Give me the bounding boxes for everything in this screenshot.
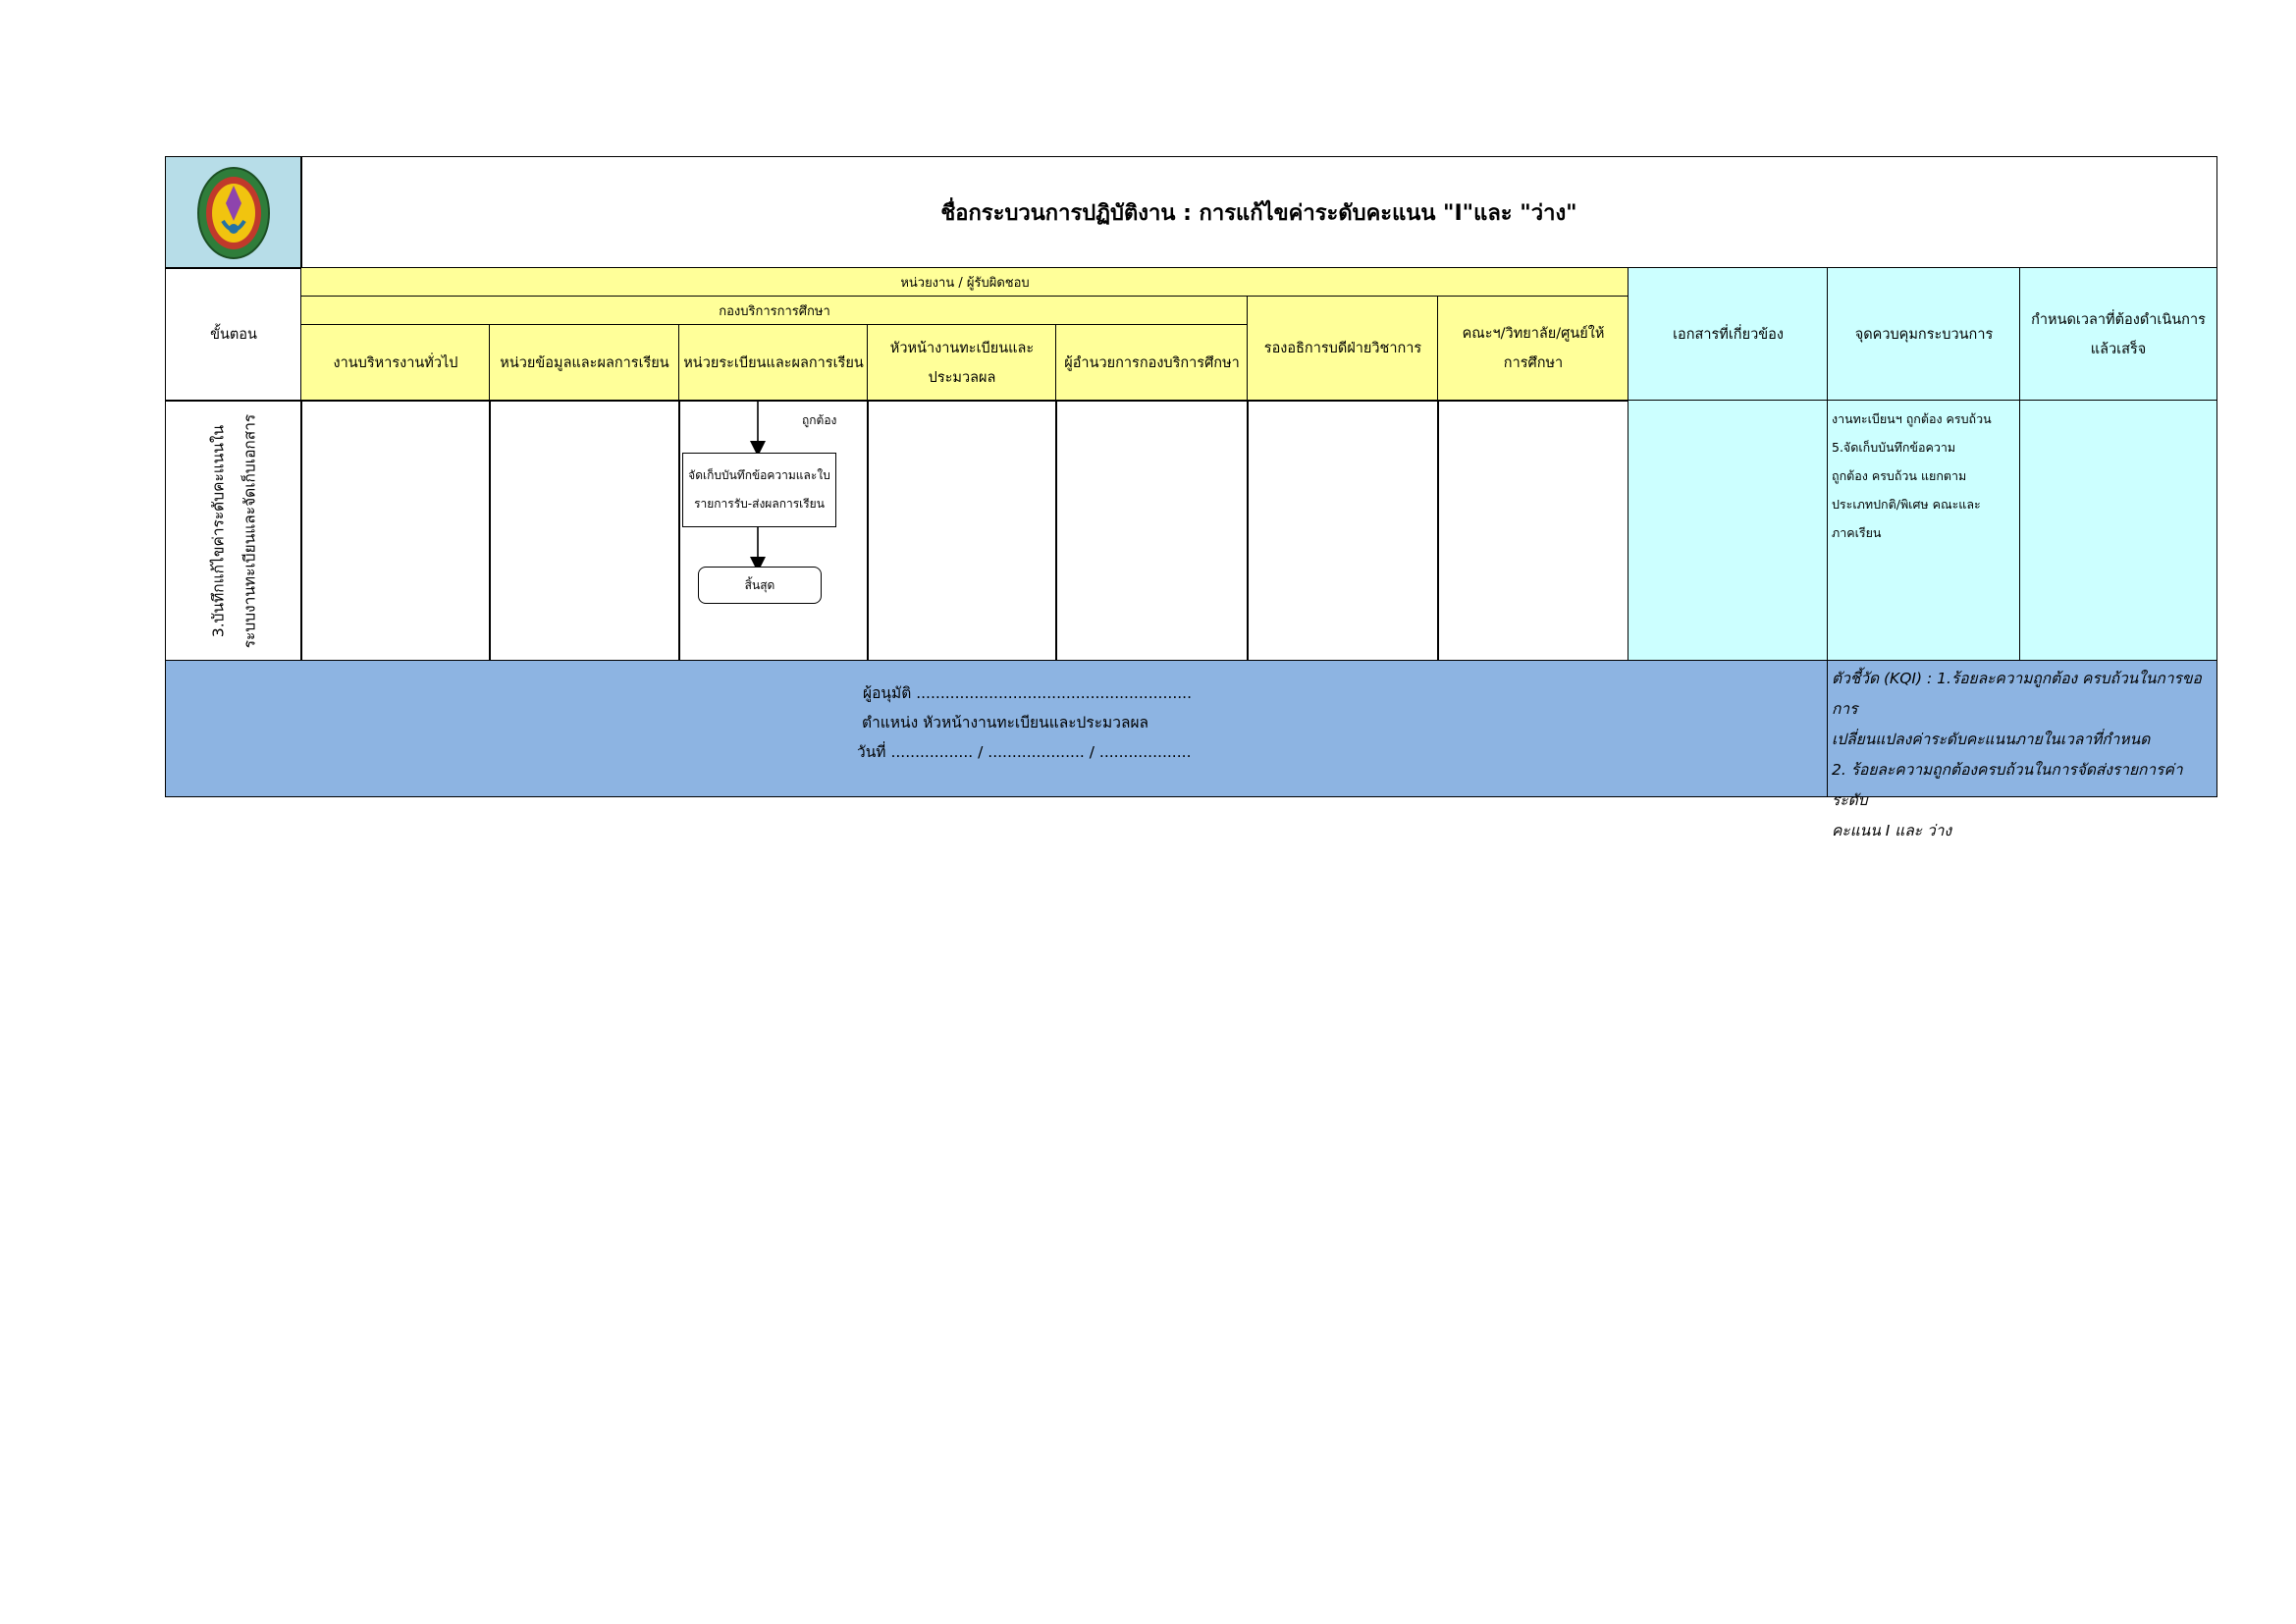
approver-line: ผู้อนุมัติ ......................................................... — [863, 684, 1193, 702]
step-label: 3.บันทึกแก้ไขค่าระดับคะแนนใน ระบบงานทะเบียนและจัดเก็บเอกสาร — [209, 413, 258, 648]
col-header-data: หน่วยข้อมูลและผลการเรียน — [489, 324, 680, 402]
col-header-vp: รองอธิการบดีฝ่ายวิชาการ — [1247, 296, 1439, 402]
col-header-deadline: กำหนดเวลาที่ต้องดำเนินการ แล้วเสร็จ — [2019, 267, 2217, 402]
col-header-docs: เอกสารที่เกี่ยวข้อง — [1628, 267, 1829, 402]
kpi-line: คะแนน I และ ว่าง — [1832, 822, 1952, 839]
col-header-general: งานบริหารงานทั่วไป — [300, 324, 491, 402]
lane-data — [489, 400, 680, 662]
control-cell — [1827, 400, 2021, 662]
university-seal-icon — [195, 164, 272, 262]
control-note: งานทะเบียนฯ ถูกต้อง ครบถ้วน — [1832, 411, 1992, 426]
page-title: ชื่อกระบวนการปฏิบัติงาน : การแก้ไขค่าระดับคะแนน "I"และ "ว่าง" — [940, 201, 1577, 226]
kpi-line: เปลี่ยนแปลงค่าระดับคะแนนภายในเวลาที่กำหนด — [1832, 731, 2151, 748]
deadline-cell — [2019, 400, 2217, 662]
control-note: ถูกต้อง ครบถ้วน แยกตาม — [1832, 468, 1967, 483]
control-note: 5.จัดเก็บบันทึกข้อความ — [1832, 440, 1956, 455]
lane-vp — [1247, 400, 1439, 662]
col-header-director: ผู้อำนวยการกองบริการศึกษา — [1055, 324, 1249, 402]
date-line: วันที่ ................. / .................... / ................... — [857, 743, 1192, 761]
docs-cell — [1628, 400, 1829, 662]
flow-connectors — [678, 400, 869, 662]
lane-general — [300, 400, 491, 662]
kpi-cell — [1827, 660, 2217, 839]
step-header: ขั้นตอน — [165, 267, 302, 402]
position-line: ตำแหน่ง หัวหน้างานทะเบียนและประมวลผล — [862, 714, 1149, 731]
approval-cell — [165, 660, 1829, 797]
lane-director — [1055, 400, 1249, 662]
col-header-faculty: คณะฯ/วิทยาลัย/ศูนย์ให้ การศึกษา — [1437, 296, 1629, 402]
col-header-control: จุดควบคุมกระบวนการ — [1827, 267, 2021, 402]
flow-arrow-label: ถูกต้อง — [802, 413, 837, 427]
lane-faculty — [1437, 400, 1629, 662]
flow-process-box: จัดเก็บบันทึกข้อความและใบ รายการรับ-ส่งผลการเรียน — [682, 453, 836, 527]
logo-cell — [165, 156, 302, 269]
col-header-registration: หน่วยระเบียนและผลการเรียน — [678, 324, 869, 402]
col-header-head: หัวหน้างานทะเบียนและ ประมวลผล — [867, 324, 1057, 402]
kpi-line: ตัวชี้วัด (KQI) : 1.ร้อยละความถูกต้อง ครบถ้วนในการขอการ — [1832, 670, 2202, 718]
flow-end-terminator: สิ้นสุด — [698, 567, 822, 604]
control-note: ภาคเรียน — [1832, 525, 1882, 540]
title-cell — [300, 156, 2217, 269]
responsible-header: หน่วยงาน / ผู้รับผิดชอบ — [300, 267, 1629, 298]
control-note: ประเภทปกติ/พิเศษ คณะและ — [1832, 497, 1981, 512]
division-header: กองบริการการศึกษา — [300, 296, 1249, 326]
step-cell — [165, 400, 302, 662]
kpi-line: 2. ร้อยละความถูกต้องครบถ้วนในการจัดส่งรายการค่าระดับ — [1832, 761, 2183, 809]
lane-head — [867, 400, 1057, 662]
